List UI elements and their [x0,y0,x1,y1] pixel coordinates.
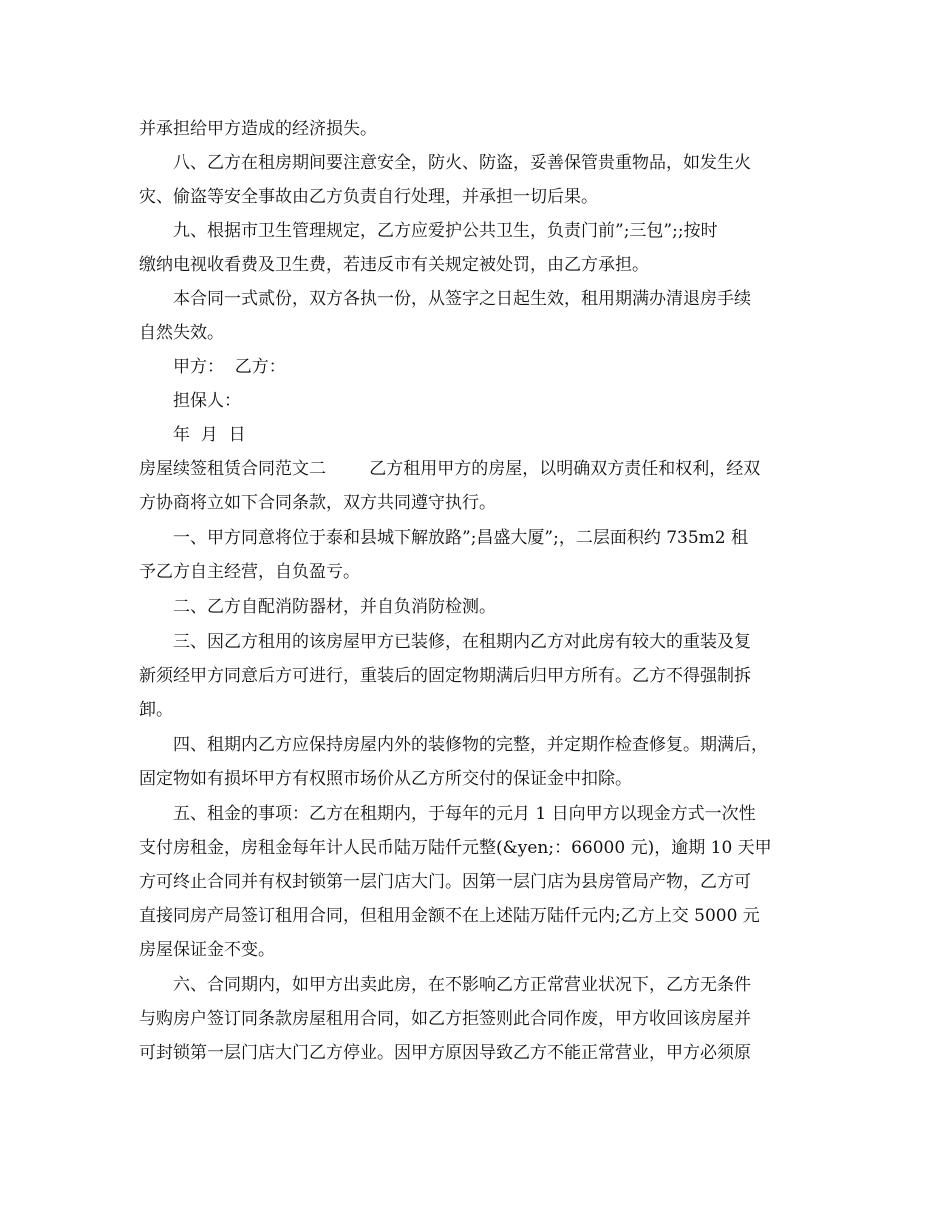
clause-3-line-3: 卸。 [139,700,173,720]
clause-1-line-2: 予乙方自主经营，自负盈亏。 [139,562,360,582]
clause-4-line-2: 固定物如有损坏甲方有权照市场价从乙方所交付的保证金中扣除。 [139,769,632,789]
document-page [139,112,819,1070]
contract-two-title-line: 房屋续签租赁合同范文二 乙方租用甲方的房屋，以明确双方责任和权利，经双 [139,459,761,479]
clause-5-line-4: 直接同房产局签订租用合同，但租用金额不在上述陆万陆仟元内;乙方上交 5000 元 [139,906,760,926]
clause-5-line-2: 支付房租金，房租金每年计人民币陆万陆仟元整(&yen;：66000 元)，逾期 10 天甲 [139,838,772,858]
guarantor-line: 担保人： [173,391,241,411]
date-line: 年 月 日 [173,425,246,445]
clause-4-line-1: 四、租期内乙方应保持房屋内外的装修物的完整，并定期作检查修复。期满后， [173,735,768,755]
clause-8-line-1: 八、乙方在租房期间要注意安全，防火、防盗，妥善保管贵重物品，如发生火 [173,153,751,173]
clause-6-line-1: 六、合同期内，如甲方出卖此房，在不影响乙方正常营业状况下，乙方无条件 [173,975,751,995]
contract-two-intro-line: 方协商将立如下合同条款，双方共同遵守执行。 [139,493,496,513]
clause-2-line: 二、乙方自配消防器材，并自负消防检测。 [173,597,496,617]
clause-5-line-1: 五、租金的事项：乙方在租期内，于每年的元月 1 日向甲方以现金方式一次性 [173,804,756,824]
clause-5-line-3: 方可终止合同并有权封锁第一层门店大门。因第一层门店为县房管局产物，乙方可 [139,872,751,892]
text-line: 并承担给甲方造成的经济损失。 [139,119,377,139]
signature-parties: 甲方： 乙方： [173,357,286,377]
clause-3-line-1: 三、因乙方租用的该房屋甲方已装修，在租期内乙方对此房有较大的重装及复 [173,632,751,652]
clause-3-line-2: 新须经甲方同意后方可进行，重装后的固定物期满后归甲方所有。乙方不得强制拆 [139,666,751,686]
clause-6-line-3: 可封锁第一层门店大门乙方停业。因甲方原因导致乙方不能正常营业，甲方必须原 [139,1043,751,1063]
clause-1-line-1: 一、甲方同意将位于泰和县城下解放路”;昌盛大厦”;，二层面积约 735m2 租 [173,528,749,548]
clause-8-line-2: 灾、偷盗等安全事故由乙方负责自行处理，并承担一切后果。 [139,187,598,207]
clause-6-line-2: 与购房户签订同条款房屋租用合同，如乙方拒签则此合同作废，甲方收回该房屋并 [139,1009,751,1029]
copies-line-2: 自然失效。 [139,323,224,343]
clause-9-line-1: 九、根据市卫生管理规定，乙方应爱护公共卫生，负责门前”;三包”;;按时 [173,221,718,241]
clause-9-line-2: 缴纳电视收看费及卫生费，若违反市有关规定被处罚，由乙方承担。 [139,255,649,275]
copies-line-1: 本合同一式贰份，双方各执一份，从签字之日起生效，租用期满办清退房手续 [173,289,751,309]
clause-5-line-5: 房屋保证金不变。 [139,940,275,960]
